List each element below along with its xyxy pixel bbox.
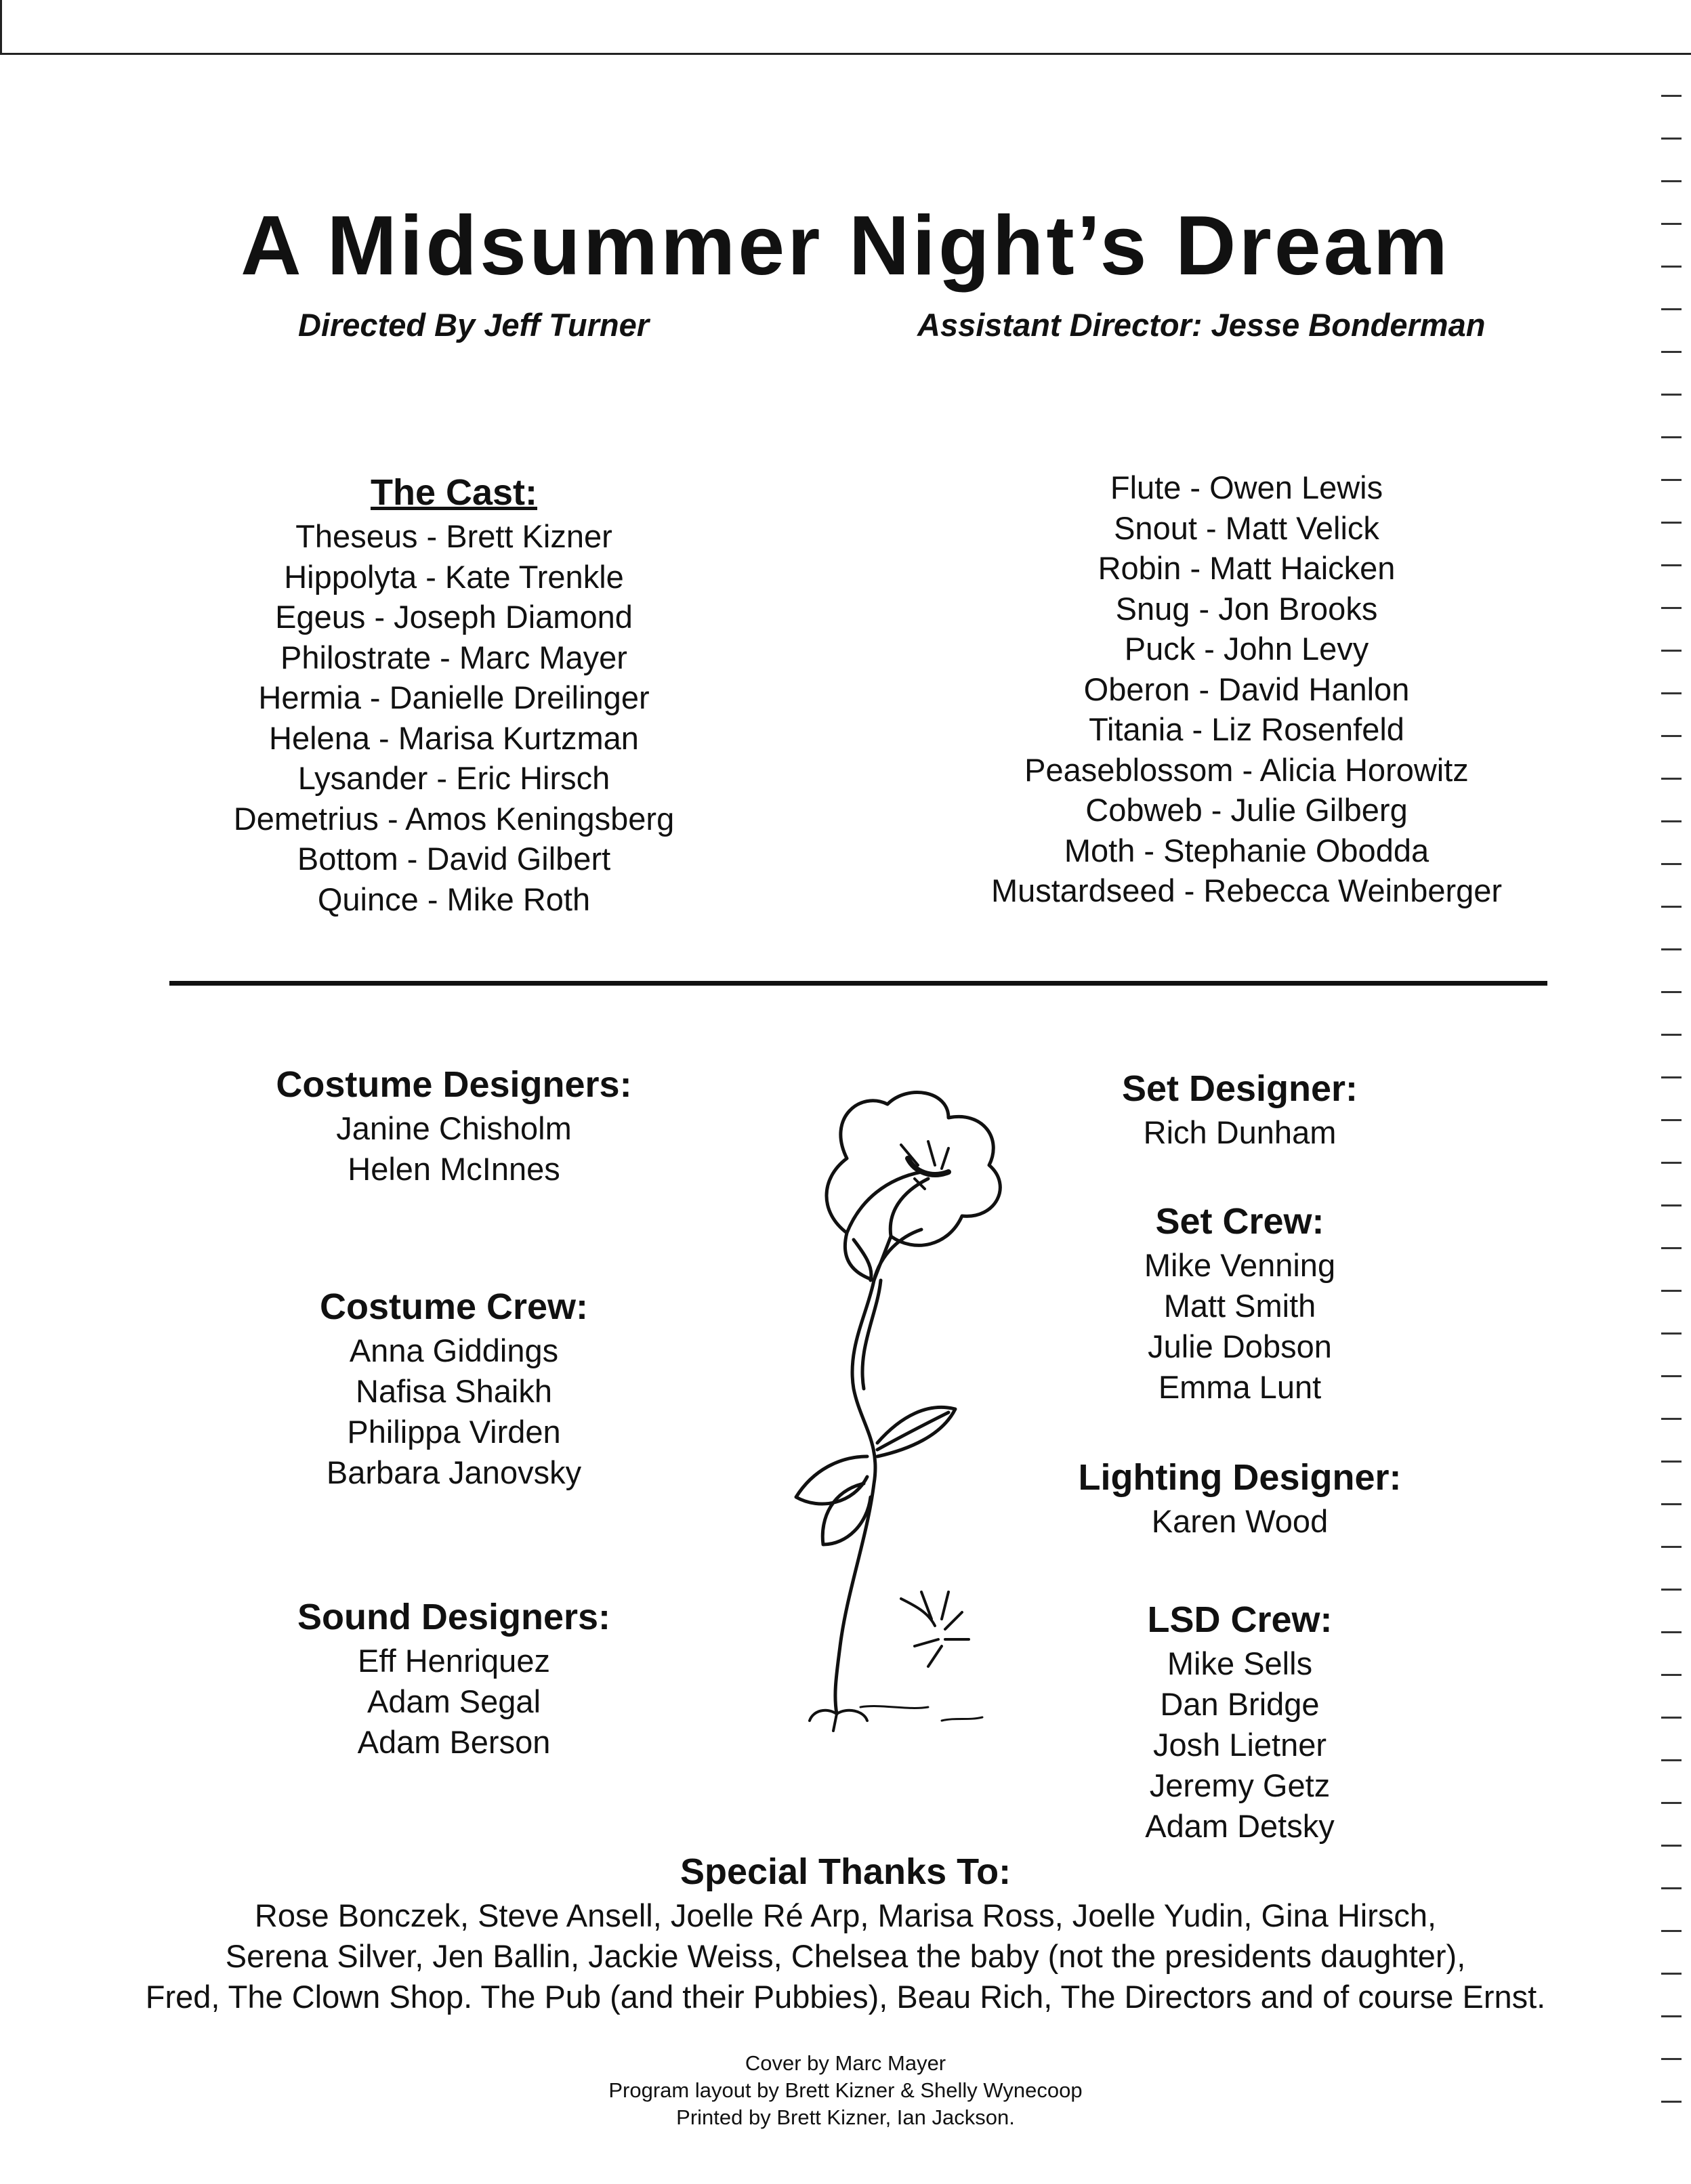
cast-member: Cobweb - Julie Gilberg (1085, 792, 1408, 828)
costume-crew-section (176, 1283, 732, 1493)
binding-mark (1661, 1802, 1682, 1804)
program-credits (0, 2050, 1691, 2131)
lsd-crew-section (976, 1596, 1504, 1847)
cast-member: Demetrius - Amos Keningsberg (233, 800, 675, 837)
crew-name: Adam Detsky (1145, 1808, 1335, 1844)
binding-mark (1661, 692, 1682, 694)
section-heading: LSD Crew: (1147, 1599, 1333, 1640)
assistant-director-credit: Assistant Director: Jesse Bonderman (917, 307, 1486, 343)
binding-mark (1661, 607, 1682, 609)
crew-name: Karen Wood (1151, 1503, 1329, 1539)
binding-mark (1661, 1546, 1682, 1548)
section-heading: Lighting Designer: (1078, 1457, 1402, 1498)
cast-member: Hermia - Danielle Dreilinger (258, 679, 650, 715)
binding-mark (1661, 1076, 1682, 1078)
cast-member: Moth - Stephanie Obodda (1064, 832, 1429, 868)
binding-mark (1661, 1375, 1682, 1377)
crew-name: Josh Lietner (1152, 1727, 1327, 1763)
cast-member: Egeus - Joseph Diamond (275, 599, 633, 635)
crew-name: Nafisa Shaikh (356, 1373, 552, 1409)
binding-mark (1661, 1503, 1682, 1505)
cast-member: Titania - Liz Rosenfeld (1089, 711, 1404, 747)
binding-mark (1661, 1674, 1682, 1676)
crew-name: Eff Henriquez (358, 1643, 550, 1679)
credit-line: Cover by Marc Mayer (745, 2051, 946, 2075)
binding-mark (1661, 138, 1682, 140)
cast-member: Flute - Owen Lewis (1110, 469, 1383, 505)
binding-mark (1661, 1247, 1682, 1249)
crew-name: Dan Bridge (1160, 1686, 1320, 1722)
cast-member: Lysander - Eric Hirsch (297, 760, 610, 796)
crew-name: Jeremy Getz (1149, 1767, 1331, 1803)
cast-heading: The Cast: (370, 472, 538, 513)
thanks-line: Serena Silver, Jen Ballin, Jackie Weiss, Chelsea the baby (not the presidents daughter), (225, 1938, 1466, 1974)
binding-mark (1661, 948, 1682, 950)
cast-member: Puck - John Levy (1124, 631, 1369, 667)
section-heading: Set Designer: (1121, 1068, 1358, 1109)
binding-mark (1661, 650, 1682, 652)
section-heading: Costume Crew: (319, 1286, 589, 1327)
crew-name: Adam Segal (367, 1683, 541, 1719)
cast-member: Helena - Marisa Kurtzman (269, 719, 639, 756)
cast-member: Theseus - Brett Kizner (295, 518, 612, 554)
set-crew-section (976, 1198, 1504, 1408)
credit-line: Printed by Brett Kizner, Ian Jackson. (676, 2105, 1015, 2129)
cast-member: Hippolyta - Kate Trenkle (284, 558, 624, 595)
binding-mark (1661, 1631, 1682, 1633)
crew-name: Matt Smith (1163, 1288, 1316, 1324)
binding-mark (1661, 735, 1682, 737)
binding-mark (1661, 863, 1682, 865)
crew-name: Julie Dobson (1148, 1328, 1332, 1364)
cast-member: Snout - Matt Velick (1114, 509, 1379, 546)
cast-column-left (190, 469, 718, 919)
crew-name: Janine Chisholm (336, 1110, 572, 1146)
binding-mark (1661, 180, 1682, 182)
section-divider (169, 981, 1547, 986)
costume-designers-section (176, 1061, 732, 1190)
credit-line: Program layout by Brett Kizner & Shelly Wynecoop (608, 2078, 1083, 2102)
binding-mark (1661, 1461, 1682, 1463)
binding-mark (1661, 1418, 1682, 1420)
crew-name: Helen McInnes (348, 1151, 560, 1187)
binding-mark (1661, 394, 1682, 396)
thanks-line: Fred, The Clown Shop. The Pub (and their Pubbies), Beau Rich, The Directors and of course Ernst. (145, 1979, 1546, 2015)
binding-mark (1661, 1162, 1682, 1164)
binding-mark (1661, 436, 1682, 438)
section-heading: Set Crew: (1155, 1201, 1324, 1242)
special-thanks-list (0, 1895, 1691, 2017)
cast-column-right (935, 467, 1558, 911)
crew-name: Emma Lunt (1158, 1369, 1322, 1405)
section-heading: Sound Designers: (297, 1597, 611, 1637)
binding-mark (1661, 1717, 1682, 1719)
crew-name: Mike Venning (1144, 1247, 1336, 1283)
special-thanks-heading: Special Thanks To: (680, 1851, 1011, 1892)
binding-mark (1661, 479, 1682, 481)
crew-name: Philippa Virden (347, 1414, 561, 1450)
binding-mark (1661, 522, 1682, 524)
crew-name: Anna Giddings (349, 1332, 559, 1368)
program-title: A Midsummer Night’s Dream (241, 199, 1450, 293)
binding-mark (1661, 820, 1682, 822)
thanks-line: Rose Bonczek, Steve Ansell, Joelle Ré Arp, Marisa Ross, Joelle Yudin, Gina Hirsch, (254, 1897, 1437, 1933)
binding-holes (1650, 95, 1691, 2154)
flower-illustration (745, 1077, 1030, 1741)
cast-member: Oberon - David Hanlon (1083, 671, 1410, 707)
binding-mark (1661, 1290, 1682, 1292)
cast-member: Bottom - David Gilbert (297, 841, 611, 877)
binding-mark (1661, 1119, 1682, 1121)
binding-mark (1661, 308, 1682, 310)
binding-mark (1661, 906, 1682, 908)
binding-mark (1661, 1589, 1682, 1591)
section-heading: Costume Designers: (276, 1064, 632, 1105)
cast-member: Philostrate - Marc Mayer (280, 639, 627, 675)
binding-mark (1661, 95, 1682, 97)
cast-member: Snug - Jon Brooks (1115, 590, 1378, 627)
binding-mark (1661, 1204, 1682, 1206)
crew-name: Rich Dunham (1143, 1114, 1337, 1150)
top-rule (0, 53, 1691, 55)
binding-mark (1661, 778, 1682, 780)
director-credit: Directed By Jeff Turner (298, 307, 650, 343)
page-edge-tick (0, 0, 2, 54)
sound-designers-section (176, 1593, 732, 1763)
binding-mark (1661, 991, 1682, 993)
set-designer-section (976, 1065, 1504, 1153)
binding-mark (1661, 564, 1682, 566)
lighting-designer-section (976, 1454, 1504, 1542)
binding-mark (1661, 1845, 1682, 1847)
cast-member: Peaseblossom - Alicia Horowitz (1024, 751, 1469, 788)
binding-mark (1661, 351, 1682, 353)
binding-mark (1661, 1332, 1682, 1335)
cast-member: Quince - Mike Roth (317, 881, 591, 917)
cast-member: Robin - Matt Haicken (1098, 550, 1396, 586)
crew-name: Barbara Janovsky (326, 1454, 582, 1490)
binding-mark (1661, 1759, 1682, 1761)
crew-name: Adam Berson (357, 1724, 551, 1760)
binding-mark (1661, 1034, 1682, 1036)
cast-member: Mustardseed - Rebecca Weinberger (990, 873, 1503, 908)
crew-name: Mike Sells (1167, 1645, 1313, 1681)
